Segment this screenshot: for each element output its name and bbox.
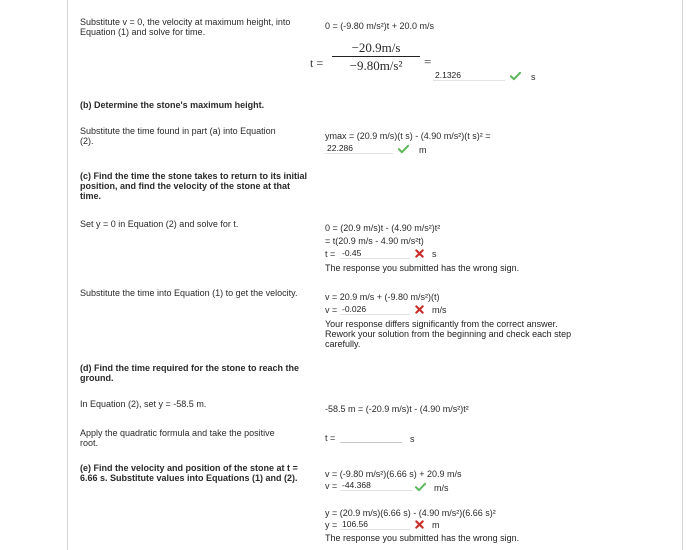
part-e-v-label: v =	[325, 481, 338, 491]
step1-t-label: t =	[310, 56, 324, 70]
incorrect-x-icon	[415, 520, 424, 529]
part-d-t-answer-field[interactable]	[340, 432, 402, 443]
part-c-t-unit: s	[432, 249, 437, 259]
part-e-heading: (e) Find the velocity and position of the stone at t = 6.66 s. Substitute values into Equations (1) and (2).	[80, 463, 298, 483]
part-c-instruction-2: Substitute the time into Equation (1) to get the velocity.	[80, 288, 298, 298]
part-c-instruction-1: Set y = 0 in Equation (2) and solve for t.	[80, 219, 239, 229]
step1-answer-field[interactable]: 2.1326	[433, 70, 505, 81]
part-b-equation: ymax = (20.9 m/s)(t s) - (4.90 m/s²)(t s)² =	[325, 131, 491, 141]
part-d-heading: (d) Find the time required for the stone to reach the ground.	[80, 363, 300, 383]
part-e-v-unit: m/s	[434, 483, 449, 493]
part-e-position-equation: y = (20.9 m/s)(6.66 s) - (4.90 m/s²)(6.66 s)²	[325, 508, 496, 518]
part-c-equation-3: v = 20.9 m/s + (-9.80 m/s²)(t)	[325, 292, 440, 302]
part-e-y-unit: m	[432, 520, 440, 530]
part-c-v-unit: m/s	[432, 305, 447, 315]
incorrect-x-icon	[415, 249, 424, 258]
part-c-v-answer-field[interactable]: -0.026	[340, 304, 410, 315]
part-c-equation-1: 0 = (20.9 m/s)t - (4.90 m/s²)t²	[325, 223, 441, 233]
part-c-equation-2: = t(20.9 m/s - 4.90 m/s²t)	[325, 236, 424, 246]
part-e-v-answer-field[interactable]: -44.368	[340, 480, 412, 491]
step1-equation: 0 = (-9.80 m/s²)t + 20.0 m/s	[325, 21, 435, 31]
step1-unit: s	[531, 72, 536, 82]
part-d-t-label: t =	[325, 433, 336, 443]
part-d-instruction-2: Apply the quadratic formula and take the positive root.	[80, 428, 275, 448]
part-e-y-answer-field[interactable]: 106.56	[340, 519, 410, 530]
part-c-t-feedback: The response you submitted has the wrong sign.	[325, 263, 520, 273]
step1-equals: =	[424, 54, 432, 69]
part-e-y-feedback: The response you submitted has the wrong sign.	[325, 533, 520, 543]
step1-fraction	[332, 40, 420, 73]
part-c-t-label: t =	[325, 249, 336, 259]
part-b-answer-field[interactable]: 22.286	[325, 143, 393, 154]
part-c-t-answer-field[interactable]: -0.45	[340, 248, 410, 259]
fraction-numerator: −20.9m/s	[351, 40, 401, 55]
part-d-equation: -58.5 m = (-20.9 m/s)t - (4.90 m/s²)t²	[325, 404, 469, 414]
frame-border-right	[682, 0, 683, 550]
fraction-bar	[332, 56, 420, 57]
part-d-instruction-1: In Equation (2), set y = -58.5 m.	[80, 399, 207, 409]
part-c-heading: (c) Find the time the stone takes to return to its initial position, and find the velocity of the stone at that time.	[80, 171, 308, 201]
part-b-instruction: Substitute the time found in part (a) into Equation (2).	[80, 126, 276, 146]
part-c-v-feedback: Your response differs significantly from the correct answer. Rework your solution from the beginning and check each step carefully.	[325, 319, 572, 349]
correct-check-icon	[415, 482, 426, 492]
step1-instruction: Substitute v = 0, the velocity at maximum height, into Equation (1) and solve for time.	[80, 17, 291, 37]
part-b-unit: m	[419, 145, 427, 155]
part-e-y-label: y =	[325, 520, 338, 530]
part-d-t-unit: s	[410, 434, 415, 444]
part-e-velocity-equation: v = (-9.80 m/s²)(6.66 s) + 20.9 m/s	[325, 469, 462, 479]
fraction-denominator: −9.80m/s²	[349, 58, 403, 73]
correct-check-icon	[510, 71, 521, 81]
frame-border-left	[67, 0, 68, 550]
part-c-v-label: v =	[325, 305, 338, 315]
correct-check-icon	[398, 144, 409, 154]
part-b-heading: (b) Determine the stone's maximum height.	[80, 100, 265, 110]
incorrect-x-icon	[415, 305, 424, 314]
